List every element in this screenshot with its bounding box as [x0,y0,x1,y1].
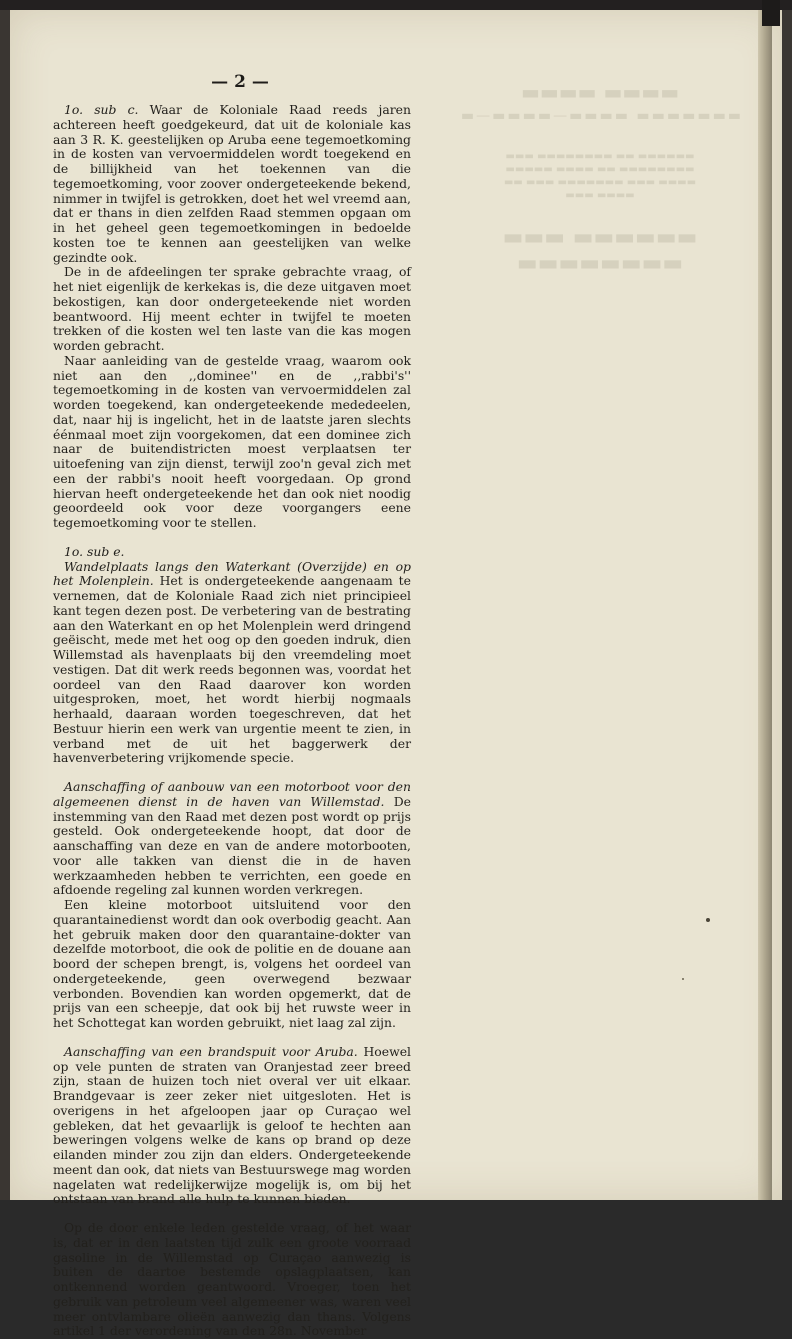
section-gasoline [53,1221,411,1339]
section-motorboot [53,780,411,1031]
section-sub-c [53,103,411,531]
paragraph-lead: Aanschaffing van een brandspuit voor Aruba. [64,1043,358,1059]
paragraph-lead: Wandelplaats langs den Waterkant (Overzijde) en op het Molenplein. [53,558,411,589]
paragraph-text: Op de door enkele leden gestelde vraag, of het waar is, dat er in den laatsten tijd zulk een groote voorraad gasoline in de Willemstad op Curaçao aanwezig is buiten de daartoe bestemde opslagplaatsen, kan ontkennend worden geantwoord. Vroeger, toen het gebruik van petroleum veel algemeener was, waren veel meer ontvlambare olieën aanwezig dan thans. Volgens artikel 1 der verordening van den 28n. November [53,1220,411,1339]
paragraph-text: Een kleine motorboot uitsluitend voor den quarantainedienst wordt dan ook overbodig geacht. Aan het gebruik maken door den quarantaine-dokter van dezelfde motorboot, die ook de politie en de douane aan boord der schepen brengt, is, volgens het oordeel van ondergeteekende, geen overwegend bezwaar verbonden. Bovendien kan worden opgemerkt, dat de prijs van een scheepje, dat ook bij het ruwste weer in het Schottegat kan worden gebruikt, niet laag zal zijn. [53,897,411,1030]
paragraph [53,103,411,265]
document-body [53,103,411,1339]
paragraph-text: Hoewel op vele punten de straten van Oranjestad zeer breed zijn, staan de huizen toch niet overal ver uit elkaar. Brandgevaar is zeer zeker niet uitgesloten. Het is overigens in het afgeloopen jaar op Curaçao wel gebleken, dat het gevaarlijk is geloof te hechten aan beweringen volgens welke de kans op brand op deze eilanden minder zou zijn dan elders. Ondergeteekende meent dan ook, dat niets van Bestuurswege mag worden nagelaten wat redelijkerwijze mogelijk is, om bij het ontstaan van brand alle hulp te kunnen bieden. [53,1043,411,1207]
paragraph-text: Naar aanleiding van de gestelde vraag, waarom ook niet aan den ,,dominee'' en de ,,rabbi's'' tegemoetkoming in de kosten van vervoermiddelen zal worden toegekend, kan ondergeteekende mededeelen, dat, naar hij is ingelicht, het in de laatste jaren slechts éénmaal moet zijn voorgekomen, dat een dominee zich naar de buitendistricten moest verplaatsen ter uitoefening van zijn dienst, terwijl zoo'n geval zich met een der rabbi's nooit heeft voorgedaan. Op grond hiervan heeft ondergeteekende het dan ook niet noodig geoordeeld ook voor deze voorgangers eene tegemoetkoming voor te stellen. [53,352,411,530]
paragraph-text: Waar de Koloniale Raad reeds jaren achtereen heeft goedgekeurd, dat uit de koloniale kas aan 3 R. K. geestelijken op Aruba eene tegemoetkoming in de kosten van vervoermiddelen wordt toegekend en de billijkheid van het toekennen van die tegemoetkoming, voor zoover ondergeteekende bekend, nimmer in twijfel is getrokken, doet het wel vreemd aan, dat er thans in dien zelfden Raad stemmen opgaan om in het geheel geen tegemoetkomingen in bedoelde kosten toe te kennen aan geestelijken van welke gezindte ook. [53,102,411,265]
paragraph [53,898,411,1031]
ink-speck [682,978,684,980]
paragraph-lead: 1o. sub c. [64,102,139,117]
page-number: — 2 — [211,72,269,92]
paragraph [53,1045,411,1207]
section-heading: 1o. sub e. [64,543,125,559]
paragraph [53,1221,411,1339]
paragraph [53,354,411,531]
ink-speck [706,918,710,922]
paragraph-text: De instemming van den Raad met dezen post wordt op prijs gesteld. Ook ondergeteekende hoopt, dat door de aanschaffing van deze en van de andere motorbooten, voor alle takken van dienst die in de haven werkzaamheden hebben te verrichten, een goede en afdoende regeling zal kunnen worden verkregen. [53,793,411,898]
paragraph [53,265,411,354]
paragraph [53,560,411,767]
page-fold [758,10,772,1200]
paragraph-lead: Aanschaffing of aanbouw van een motorboot voor den algemeenen dienst in de haven van Willemstad. [53,779,411,809]
section-brandspuit [53,1045,411,1207]
paragraph [53,780,411,898]
corner-mark [762,0,780,26]
paragraph-text: De in de afdeelingen ter sprake gebrachte vraag, of het niet eigenlijk de kerkekas is, die deze uitgaven moet bekostigen, kan door ondergeteekende niet worden beantwoord. Hij meent echter in twijfel te moeten trekken of die kosten wel ten laste van die kas mogen worden gebracht. [53,264,411,353]
paragraph-text: Het is ondergeteekende aangenaam te vernemen, dat de Koloniale Raad zich niet principieel kant tegen dezen post. De verbetering van de bestrating aan den Waterkant en op het Molenplein werd dringend geëischt, mede met het oog op den goeden indruk, dien Willemstad als havenplaats bij den vreemdeling moet vestigen. Dat dit werk reeds begonnen was, voordat het oordeel van den Raad daarover kon worden uitgesproken, moet, het wordt hierbij nogmaals herhaald, daaraan worden toegeschreven, dat het Bestuur hierin een werk van urgentie meent te zien, in verband met de uit het baggerwerk der havenverbetering vrijkomende specie. [53,573,411,766]
scan-top-edge [0,0,792,10]
section-sub-e [53,545,411,766]
